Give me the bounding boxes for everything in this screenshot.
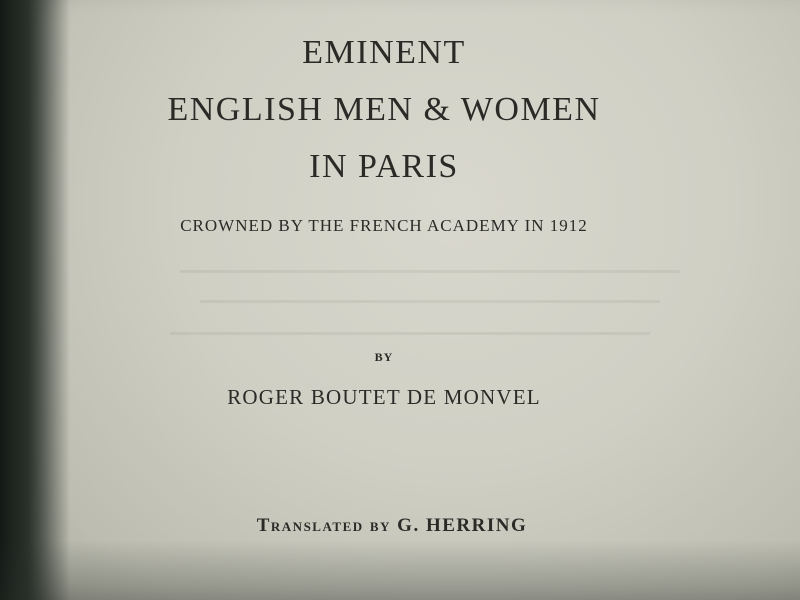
show-through-line	[170, 332, 650, 335]
translator-credit: Translated by G. HERRING	[256, 515, 528, 536]
bottom-shadow	[0, 540, 800, 600]
binding-shadow	[0, 0, 70, 600]
show-through-line	[180, 270, 680, 273]
subtitle: CROWNED BY THE FRENCH ACADEMY IN 1912	[180, 216, 588, 235]
show-through-line	[200, 300, 660, 303]
title-line-1: EMINENT	[302, 34, 466, 71]
title-line-3: IN PARIS	[309, 148, 459, 185]
author-name: ROGER BOUTET DE MONVEL	[227, 385, 541, 409]
by-label: BY	[374, 350, 394, 364]
title-line-2: ENGLISH MEN & WOMEN	[167, 91, 601, 128]
